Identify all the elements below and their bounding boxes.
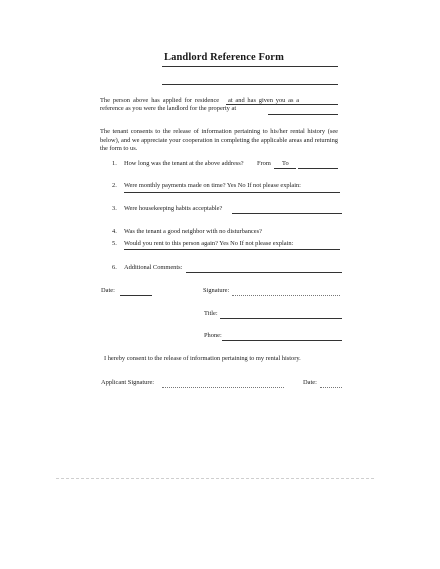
- signature-label: Signature:: [203, 287, 230, 294]
- from-label: From: [257, 160, 271, 167]
- date-field[interactable]: [120, 295, 152, 296]
- question-3-answer-line[interactable]: [232, 213, 342, 214]
- phone-field[interactable]: [222, 340, 342, 341]
- question-6-text: Additional Comments:: [124, 264, 183, 271]
- date-label: Date:: [101, 287, 115, 294]
- title-underline: [162, 66, 338, 67]
- intro-line-2: reference as you were the landlord for the property at: [100, 105, 237, 112]
- applicant-consent-text: I hereby consent to the release of information pertaining to my rental history.: [104, 355, 301, 362]
- question-2-num: 2.: [112, 182, 117, 189]
- page-title: Landlord Reference Form: [164, 52, 284, 63]
- signature-field[interactable]: [232, 295, 340, 296]
- address-line[interactable]: [162, 84, 338, 85]
- phone-label: Phone:: [204, 332, 222, 339]
- question-2-text: Were monthly payments made on time? Yes No If not please explain:: [124, 182, 301, 189]
- question-3-text: Were housekeeping habits acceptable?: [124, 205, 223, 212]
- consent-paragraph: The tenant consents to the release of information pertaining to his/her rental history (see below), and we appreciate your cooperation in completing the applicable areas and returning the form to us.: [100, 128, 338, 153]
- question-6-num: 6.: [112, 264, 117, 271]
- residence-line[interactable]: [226, 104, 338, 105]
- property-line[interactable]: [268, 114, 338, 115]
- question-2-answer-line[interactable]: [124, 192, 340, 193]
- title-field[interactable]: [220, 318, 342, 319]
- question-1-num: 1.: [112, 160, 117, 167]
- question-3-num: 3.: [112, 205, 117, 212]
- question-5-text: Would you rent to this person again? Yes No If not please explain:: [124, 240, 294, 247]
- question-4-text: Was the tenant a good neighbor with no disturbances?: [124, 228, 262, 235]
- question-4-num: 4.: [112, 228, 117, 235]
- question-5-answer-line[interactable]: [124, 249, 340, 250]
- intro-line-1a: The person above has applied for residence: [100, 97, 220, 104]
- question-5-num: 5.: [112, 240, 117, 247]
- additional-comments-line[interactable]: [186, 272, 342, 273]
- applicant-date-label: Date:: [303, 379, 317, 386]
- to-field[interactable]: [298, 168, 338, 169]
- footer-rule: [56, 478, 374, 479]
- question-1-text: How long was the tenant at the above address?: [124, 160, 244, 167]
- applicant-signature-field[interactable]: [162, 387, 284, 388]
- applicant-date-field[interactable]: [320, 387, 342, 388]
- applicant-signature-label: Applicant Signature:: [101, 379, 155, 386]
- intro-line-1b: at and has given you as a: [228, 97, 300, 104]
- title-label: Title:: [204, 310, 218, 317]
- to-label: To: [282, 160, 289, 167]
